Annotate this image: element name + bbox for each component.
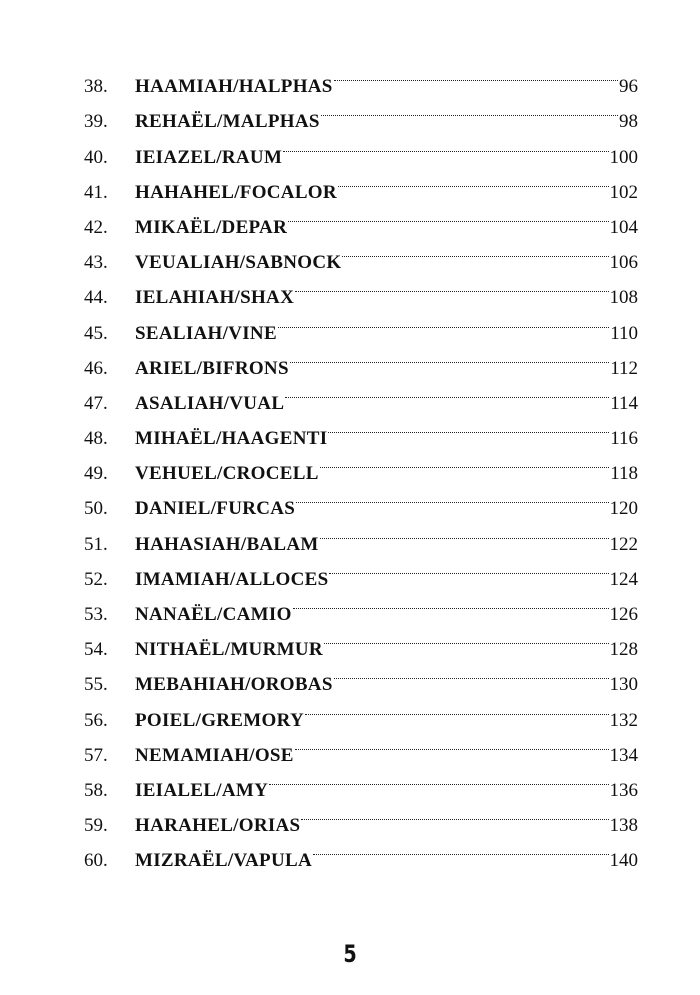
toc-entry-page: 126 xyxy=(609,604,638,625)
toc-dot-leader xyxy=(334,57,618,92)
toc-entry-page: 136 xyxy=(609,779,638,801)
toc-dot-leader xyxy=(334,655,609,690)
toc-entry-page: 128 xyxy=(609,639,638,661)
toc-entry-title: ARIEL/BIFRONS xyxy=(135,357,289,379)
toc-entry-page: 98 xyxy=(619,111,638,133)
toc-entry-title: REHAËL/MALPHAS xyxy=(135,111,320,133)
toc-entry-page: 140 xyxy=(609,850,638,872)
toc-entry-title: NEMAMIAH/OSE xyxy=(135,744,294,766)
toc-dot-leader xyxy=(283,127,608,162)
toc-entry-number: 40. xyxy=(84,146,108,168)
toc-entry-page: 130 xyxy=(609,674,638,696)
toc-entry-number: 58. xyxy=(84,779,108,801)
toc-entry-number: 59. xyxy=(84,815,108,837)
toc-entry-page: 118 xyxy=(610,463,638,485)
toc-entry-page: 112 xyxy=(610,357,638,379)
toc-entry-page: 134 xyxy=(609,744,638,766)
toc-dot-leader xyxy=(293,585,609,620)
toc-entry-page: 110 xyxy=(610,322,638,344)
toc-entry-page: 132 xyxy=(609,709,638,731)
toc-entry-title: HAHAHEL/FOCALOR xyxy=(135,181,337,203)
toc-dot-leader xyxy=(342,233,608,268)
toc-entry[interactable] xyxy=(84,57,638,98)
toc-entry-number: 60. xyxy=(84,850,108,872)
toc-dot-leader xyxy=(269,761,608,796)
toc-entry-page: 122 xyxy=(609,533,638,555)
toc-entry-page: 138 xyxy=(609,815,638,837)
toc-entry-number: 43. xyxy=(84,252,108,274)
toc-entry-page: 100 xyxy=(609,146,638,168)
toc-entry-title: MIZRAËL/VAPULA xyxy=(135,850,312,872)
toc-entry-title: NANAËL/CAMIO xyxy=(135,604,292,625)
toc-entry-title: MIKAËL/DEPAR xyxy=(135,216,288,238)
toc-entry-title: HARAHEL/ORIAS xyxy=(135,815,301,837)
toc-dot-leader xyxy=(288,198,608,233)
toc-dot-leader xyxy=(295,726,609,761)
toc-dot-leader xyxy=(295,268,608,303)
toc-entry-page: 104 xyxy=(609,216,638,238)
toc-entry-number: 47. xyxy=(84,392,108,414)
toc-dot-leader xyxy=(321,92,618,127)
toc-entry-page: 108 xyxy=(609,287,638,309)
toc-entry-page: 120 xyxy=(609,498,638,520)
toc-entry-title: MEBAHIAH/OROBAS xyxy=(135,674,333,696)
toc-dot-leader xyxy=(313,831,609,866)
toc-entry-title: IMAMIAH/ALLOCES xyxy=(135,568,329,590)
toc-entry-number: 38. xyxy=(84,76,108,98)
toc-dot-leader xyxy=(320,444,610,479)
toc-dot-leader xyxy=(278,303,609,338)
toc-entry-title: IELAHIAH/SHAX xyxy=(135,287,295,309)
toc-entry-page: 124 xyxy=(609,568,638,590)
toc-entry-number: 39. xyxy=(84,111,108,133)
toc-entry-title: HAHASIAH/BALAM xyxy=(135,533,319,555)
toc-entry-number: 49. xyxy=(84,463,108,485)
table-of-contents xyxy=(84,57,638,872)
toc-entry-title: IEIALEL/AMY xyxy=(135,779,269,801)
toc-entry-title: MIHAËL/HAAGENTI xyxy=(135,428,328,450)
toc-entry-number: 41. xyxy=(84,181,108,203)
toc-entry-title: IEIAZEL/RAUM xyxy=(135,146,283,168)
toc-entry-number: 45. xyxy=(84,322,108,344)
toc-dot-leader xyxy=(305,690,609,725)
toc-entry-number: 48. xyxy=(84,428,108,450)
toc-entry-number: 54. xyxy=(84,639,108,661)
page-number: 5 xyxy=(343,940,357,968)
toc-dot-leader xyxy=(328,409,609,444)
toc-entry-number: 42. xyxy=(84,216,108,238)
toc-entry-number: 46. xyxy=(84,357,108,379)
toc-entry-number: 52. xyxy=(84,568,108,590)
toc-entry-page: 114 xyxy=(610,392,638,414)
toc-entry-number: 57. xyxy=(84,744,108,766)
toc-entry-number: 53. xyxy=(84,604,108,625)
toc-dot-leader xyxy=(301,796,608,831)
toc-entry-number: 51. xyxy=(84,533,108,555)
toc-dot-leader xyxy=(290,339,609,374)
toc-entry-title: ASALIAH/VUAL xyxy=(135,392,285,414)
toc-entry-title: DANIEL/FURCAS xyxy=(135,498,296,520)
toc-entry-title: HAAMIAH/HALPHAS xyxy=(135,76,333,98)
toc-entry-page: 96 xyxy=(619,76,638,98)
toc-entry-number: 44. xyxy=(84,287,108,309)
toc-entry-number: 56. xyxy=(84,709,108,731)
toc-entry-page: 106 xyxy=(609,252,638,274)
toc-dot-leader xyxy=(296,479,608,514)
toc-dot-leader xyxy=(320,514,609,549)
toc-entry-title: POIEL/GREMORY xyxy=(135,709,304,731)
toc-dot-leader xyxy=(338,163,609,198)
toc-entry-page: 102 xyxy=(609,181,638,203)
toc-entry-title: NITHAËL/MURMUR xyxy=(135,639,323,661)
toc-entry-number: 50. xyxy=(84,498,108,520)
toc-entry-title: VEUALIAH/SABNOCK xyxy=(135,252,342,274)
toc-entry-page: 116 xyxy=(610,428,638,450)
toc-entry-title: SEALIAH/VINE xyxy=(135,322,277,344)
toc-dot-leader xyxy=(329,550,608,585)
toc-dot-leader xyxy=(324,620,609,655)
toc-dot-leader xyxy=(285,374,609,409)
toc-entry-number: 55. xyxy=(84,674,108,696)
toc-entry-title: VEHUEL/CROCELL xyxy=(135,463,319,485)
